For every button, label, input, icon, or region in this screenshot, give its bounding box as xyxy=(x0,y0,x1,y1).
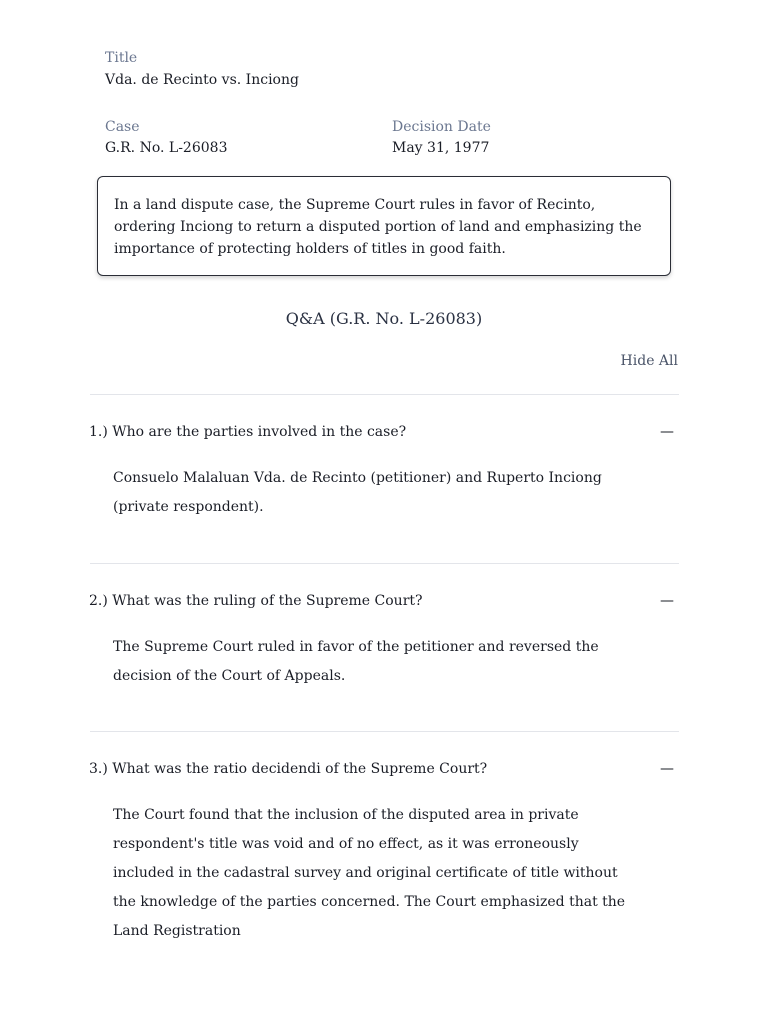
collapse-icon[interactable]: — xyxy=(660,424,674,440)
decision-date: May 31, 1977 xyxy=(392,140,490,156)
question-2-text: 2.) What was the ruling of the Supreme Court? xyxy=(89,593,423,609)
decision-date-label: Decision Date xyxy=(392,119,491,135)
collapse-icon[interactable]: — xyxy=(660,761,674,777)
collapse-icon[interactable]: — xyxy=(660,593,674,609)
question-3-text: 3.) What was the ratio decidendi of the Supreme Court? xyxy=(89,761,488,777)
qa-heading: Q&A (G.R. No. L-26083) xyxy=(285,309,483,328)
title-label: Title xyxy=(105,50,138,66)
answer-1: Consuelo Malaluan Vda. de Recinto (petitioner) and Ruperto Inciong (private respondent). xyxy=(113,470,602,515)
question-2[interactable] xyxy=(89,592,679,610)
case-number: G.R. No. L-26083 xyxy=(105,140,228,156)
divider xyxy=(90,394,679,395)
case-label: Case xyxy=(105,119,140,135)
case-title: Vda. de Recinto vs. Inciong xyxy=(105,72,299,88)
question-1[interactable] xyxy=(89,423,679,441)
divider xyxy=(90,563,679,564)
question-1-text: 1.) Who are the parties involved in the case? xyxy=(89,424,407,440)
hide-all-button[interactable]: Hide All xyxy=(620,353,678,369)
question-3[interactable] xyxy=(89,760,679,778)
case-summary-box xyxy=(97,176,671,276)
answer-2: The Supreme Court ruled in favor of the petitioner and reversed the decision of the Court of Appeals. xyxy=(113,639,599,684)
answer-3: The Court found that the inclusion of the disputed area in private respondent's title was void and of no effect, as it was erroneously included in the cadastral survey and original certificate of title without the knowledge of the parties concerned. The Court emphasized that the Land Registration xyxy=(113,807,626,939)
divider xyxy=(90,731,679,732)
case-summary-text: In a land dispute case, the Supreme Court rules in favor of Recinto, ordering Inciong to return a disputed portion of land and emphasizing the importance of protecting holders of titles in good faith. xyxy=(114,197,642,257)
